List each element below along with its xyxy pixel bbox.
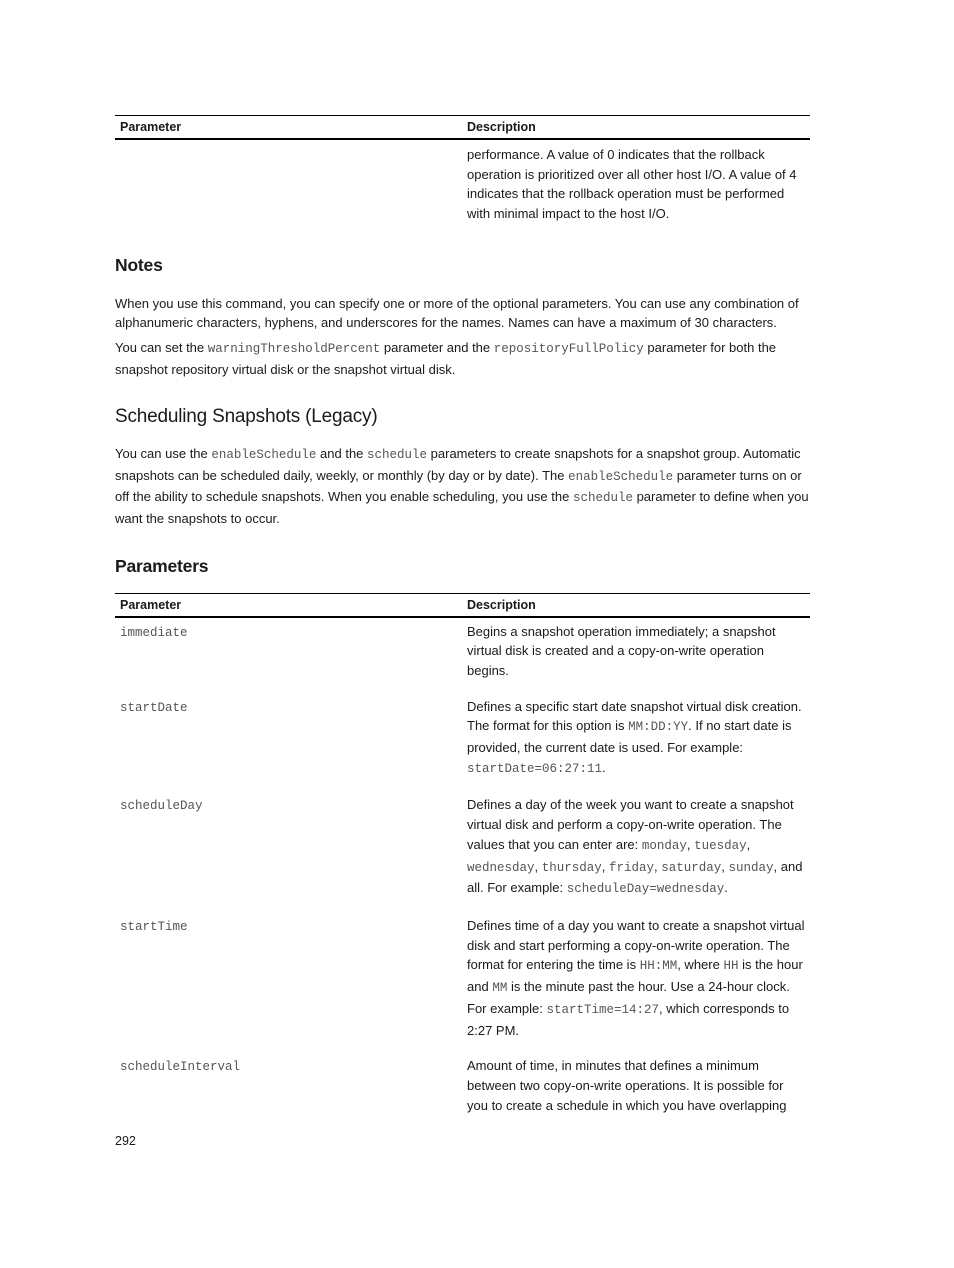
- param-immediate: immediate: [120, 625, 188, 640]
- code-run: startDate=06:27:11: [467, 761, 603, 776]
- text-run: ,: [746, 836, 751, 852]
- code-run: MM: [492, 981, 508, 996]
- description-cell: [462, 693, 810, 792]
- parameters-table: [115, 593, 810, 1128]
- description-cell: Amount of time, in minutes that defines a minimum between two copy-on-write operations. It is possible for you to create a schedule in which you have overlapping: [467, 1058, 787, 1113]
- text-run: and the: [316, 446, 368, 462]
- code-run: scheduleDay=wednesday: [566, 882, 725, 897]
- code-run: HH: [723, 959, 739, 974]
- text-run: is the hour and: [467, 957, 803, 995]
- code-warning-threshold: warningThresholdPercent: [207, 342, 381, 356]
- code-schedule: schedule: [367, 448, 428, 463]
- text-run: parameter to define when you want the snapshots to occur.: [115, 489, 809, 526]
- notes-paragraph-2: [115, 338, 810, 379]
- code-run: HH:MM: [639, 959, 678, 974]
- text-run: .: [602, 759, 606, 775]
- code-run: friday: [609, 860, 655, 875]
- parameter-cell: [115, 617, 462, 693]
- description-cell: Begins a snapshot operation immediately; a snapshot virtual disk is created and a copy-on-write operation begins.: [467, 623, 776, 678]
- code-run: wednesday: [467, 860, 535, 875]
- code-run: tuesday: [694, 838, 747, 853]
- header-parameter: Parameter: [115, 593, 462, 617]
- table-row: [115, 912, 810, 1052]
- code-run: MM:DD:YY: [628, 720, 689, 735]
- header-parameter: Parameter: [115, 116, 462, 140]
- param-start-time: startTime: [120, 920, 188, 934]
- param-schedule-day: scheduleDay: [120, 799, 203, 814]
- table-header-row: [115, 116, 810, 140]
- text-run: .: [724, 880, 728, 896]
- parameter-cell: [115, 139, 462, 236]
- header-description: Description: [462, 593, 810, 617]
- parameter-cell: [115, 791, 462, 912]
- parameter-table-continued: [115, 115, 810, 236]
- table-row: [115, 693, 810, 792]
- scheduling-paragraph: [115, 444, 810, 528]
- text-run: Defines a day of the week you want to create a snapshot virtual disk and perform a copy-on-write operation. The values that you can enter are:: [467, 797, 794, 852]
- text-run: Defines time of a day you want to create a snapshot virtual disk and start performing a copy-on-write operation. The format for entering the time is: [467, 918, 805, 973]
- text-run: parameter turns on or off the ability to schedule snapshots. When you enable scheduling, you use the: [115, 467, 802, 505]
- text-run: ,: [654, 858, 662, 874]
- text-run: parameter and the: [380, 340, 494, 355]
- text-run: parameter for both the snapshot repository virtual disk or the snapshot virtual disk.: [115, 340, 777, 377]
- parameter-cell: [115, 912, 462, 1052]
- param-schedule-interval: scheduleInterval: [120, 1060, 241, 1075]
- description-cell: performance. A value of 0 indicates that the rollback operation is prioritized over all other host I/O. A value of 4 indicates that the rollback operation must be performed with minimal impact to the host I/O.: [467, 147, 797, 222]
- header-description: Description: [462, 116, 810, 140]
- text-run: Defines a specific start date snapshot virtual disk creation. The format for this option is: [467, 698, 802, 734]
- table-row: [115, 617, 810, 693]
- scheduling-heading: Scheduling Snapshots (Legacy): [115, 406, 378, 428]
- text-run: You can set the: [115, 340, 208, 355]
- table-header-row: [115, 593, 810, 617]
- text-run: ,: [686, 836, 695, 852]
- table-row: [115, 139, 810, 236]
- text-run: ,: [601, 858, 609, 874]
- parameters-heading: Parameters: [115, 555, 209, 576]
- notes-paragraph-1: When you use this command, you can specify one or more of the optional parameters. You can use any combination of alphanumeric characters, hyphens, and underscores for the names. Names can have a maximum of 30 characters.: [115, 295, 799, 331]
- page-content: [115, 115, 810, 1127]
- code-run: sunday: [728, 860, 774, 875]
- code-repository-full-policy: repositoryFullPolicy: [493, 342, 644, 356]
- code-run: saturday: [661, 860, 722, 875]
- code-enable-schedule: enableSchedule: [568, 469, 674, 484]
- text-run: You can use the: [115, 446, 212, 462]
- table-row: [115, 1052, 810, 1127]
- description-cell: [462, 791, 810, 912]
- parameter-cell: [115, 693, 462, 792]
- param-start-date: startDate: [120, 700, 188, 715]
- parameter-cell: [115, 1052, 462, 1127]
- table-row: [115, 791, 810, 912]
- code-run: monday: [641, 838, 687, 853]
- page-number: 292: [115, 1134, 136, 1148]
- code-run: thursday: [541, 860, 602, 875]
- text-run: , which corresponds to 2:27 PM.: [467, 1000, 790, 1038]
- code-enable-schedule: enableSchedule: [211, 448, 317, 463]
- code-schedule: schedule: [572, 491, 633, 506]
- description-cell: [462, 912, 810, 1052]
- text-run: ,: [721, 858, 729, 874]
- text-run: . If no start date is provided, the current date is used. For example:: [467, 718, 792, 756]
- notes-heading: Notes: [115, 254, 163, 275]
- text-run: , and all. For example:: [467, 858, 803, 896]
- text-run: is the minute past the hour. Use a 24-hour clock. For example:: [467, 979, 790, 1016]
- text-run: ,: [534, 858, 542, 874]
- code-run: startTime=14:27: [546, 1002, 660, 1017]
- text-run: , where: [677, 957, 724, 973]
- text-run: parameters to create snapshots for a snapshot group. Automatic snapshots can be scheduled daily, weekly, or monthly (by day or by date). The: [115, 446, 801, 483]
